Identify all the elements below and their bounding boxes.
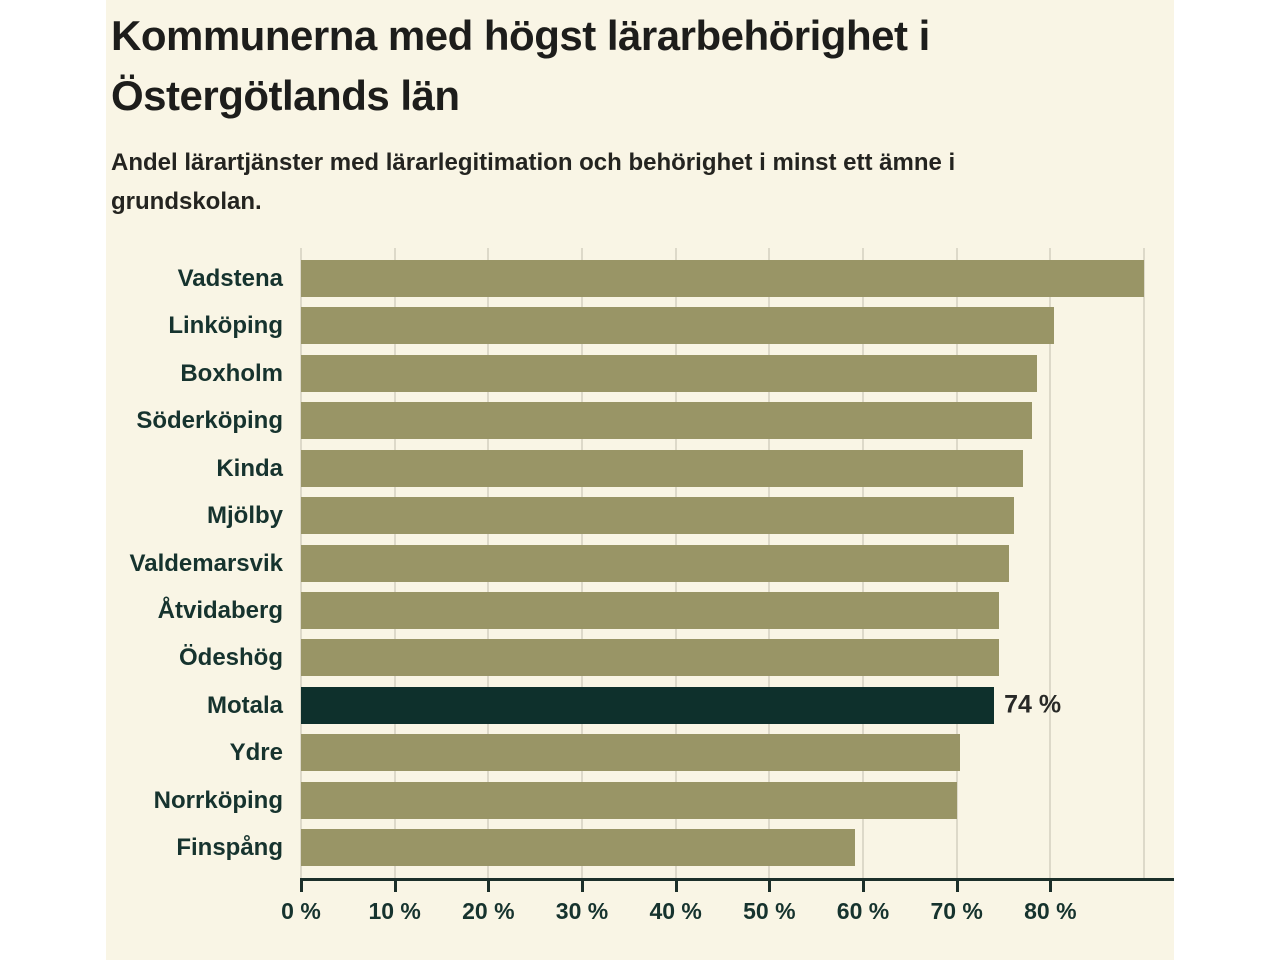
x-axis-tick-0	[300, 878, 303, 892]
chart-subtitle-line1: Andel lärartjänster med lärarlegitimation och behörighet i minst ett ämne i	[111, 149, 956, 176]
x-axis-tick-50	[768, 878, 771, 892]
gridline-90	[1143, 248, 1145, 878]
category-label-kinda: Kinda	[216, 454, 283, 482]
bar-ödeshög	[301, 639, 999, 676]
x-axis-tick-10	[394, 878, 397, 892]
x-axis-tick-80	[1049, 878, 1052, 892]
x-axis-tick-label-80: 80 %	[1024, 898, 1077, 924]
plot-area	[281, 248, 1174, 924]
bar-ydre	[301, 734, 960, 771]
bar-vadstena	[301, 260, 1144, 297]
x-axis-tick-60	[862, 878, 865, 892]
bar-mjölby	[301, 497, 1014, 534]
category-label-åtvidaberg: Åtvidaberg	[157, 596, 283, 624]
category-label-ydre: Ydre	[229, 739, 283, 767]
x-axis-tick-40	[675, 878, 678, 892]
bar-finspång	[301, 829, 855, 866]
page-title-line1: Kommunerna med högst lärarbehörighet i	[111, 12, 930, 59]
x-axis-tick-label-20: 20 %	[462, 898, 515, 924]
category-label-ödeshög: Ödeshög	[178, 644, 283, 672]
bar-norrköping	[301, 782, 957, 819]
bar-boxholm	[301, 355, 1037, 392]
highlight-value-label: 74 %	[1004, 690, 1062, 719]
bar-åtvidaberg	[301, 592, 999, 629]
page-title-line2: Östergötlands län	[111, 72, 460, 119]
x-axis-tick-20	[487, 878, 490, 892]
chart-panel	[106, 0, 1174, 960]
chart-subtitle-line2: grundskolan.	[111, 188, 262, 215]
x-axis-tick-label-70: 70 %	[930, 898, 983, 924]
x-axis-line	[301, 878, 1174, 881]
category-label-vadstena: Vadstena	[177, 265, 283, 292]
x-axis-tick-label-60: 60 %	[836, 898, 890, 924]
x-axis-tick-label-10: 10 %	[368, 898, 421, 924]
x-axis-tick-label-40: 40 %	[649, 898, 702, 924]
category-label-linköping: Linköping	[168, 312, 283, 340]
bar-söderköping	[301, 402, 1032, 439]
bar-kinda	[301, 450, 1023, 487]
bar-chart	[106, 0, 1174, 960]
category-label-finspång: Finspång	[176, 834, 283, 862]
bar-valdemarsvik	[301, 545, 1009, 582]
x-axis-tick-label-30: 30 %	[555, 898, 609, 924]
category-label-motala: Motala	[206, 691, 283, 719]
category-label-norrköping: Norrköping	[153, 786, 283, 814]
x-axis-tick-label-50: 50 %	[743, 898, 796, 924]
category-label-valdemarsvik: Valdemarsvik	[129, 549, 283, 577]
bar-linköping	[301, 307, 1054, 344]
category-label-söderköping: Söderköping	[136, 407, 283, 435]
x-axis-tick-30	[581, 878, 584, 892]
bar-highlighted-motala	[301, 687, 1062, 724]
category-label-boxholm: Boxholm	[180, 359, 283, 387]
x-axis-tick-label-0: 0 %	[281, 898, 321, 924]
x-axis-tick-70	[956, 878, 959, 892]
category-label-mjölby: Mjölby	[207, 502, 283, 530]
